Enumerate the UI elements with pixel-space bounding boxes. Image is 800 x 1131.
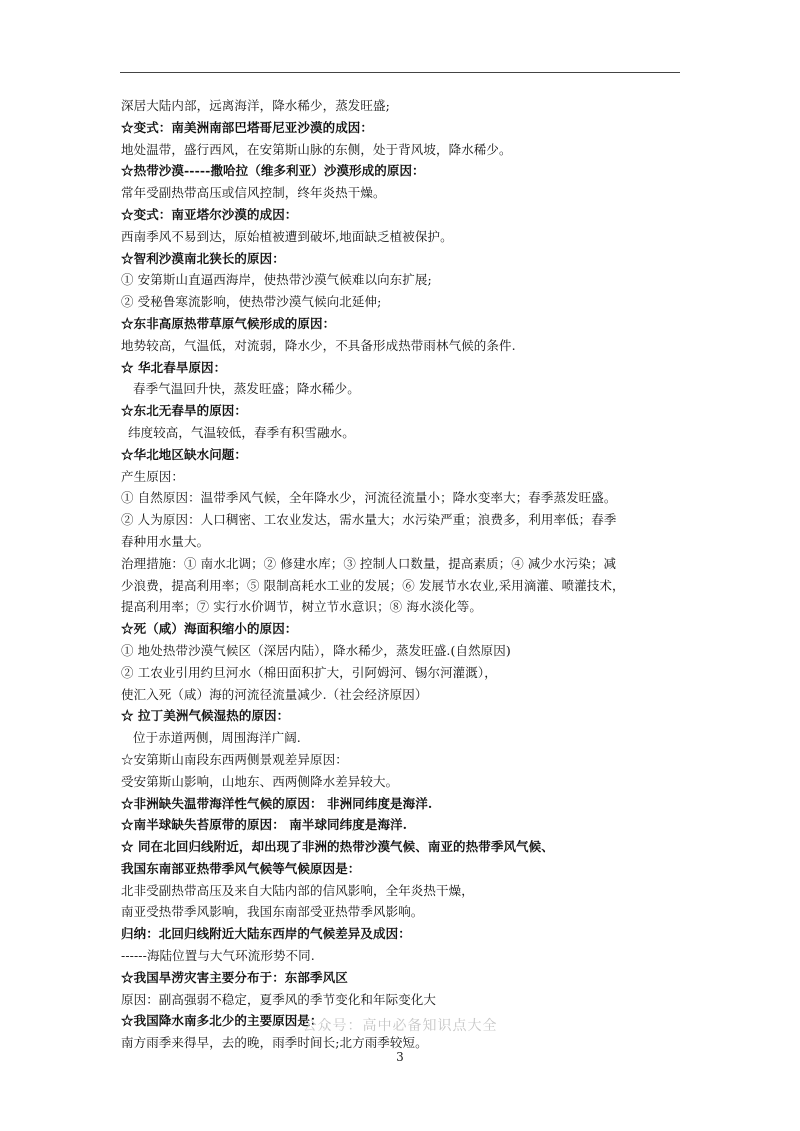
text-line: 春季气温回升快，蒸发旺盛；降水稀少。 xyxy=(133,381,360,397)
section-heading: ☆变式：南美洲南部巴塔哥尼亚沙漠的成因： xyxy=(121,119,374,135)
text-line: ② 工农业引用约旦河水（棉田面积扩大，引阿姆河、锡尔河灌溉）， xyxy=(121,664,497,680)
text-line: 深居大陆内部，远离海洋，降水稀少，蒸发旺盛; xyxy=(121,98,390,113)
text-line: 地势较高，气温低，对流弱，降水少，不具备形成热带雨林气候的条件. xyxy=(121,337,516,353)
section-heading: ☆我国旱涝灾害主要分布于：东部季风区 xyxy=(121,969,348,985)
text-line: 西南季风不易到达，原始植被遭到破坏,地面缺乏植被保护。 xyxy=(121,228,453,244)
text-line: 治理措施：① 南水北调；② 修建水库；③ 控制人口数量，提高素质；④ 减少水污染；减 xyxy=(121,555,617,571)
text-line: ② 受秘鲁寒流影响，使热带沙漠气候向北延伸; xyxy=(121,294,382,310)
text-line: 使汇入死（咸）海的河流径流量减少.（社会经济原因） xyxy=(121,686,428,702)
text-line: ① 安第斯山直逼西海岸，使热带沙漠气候难以向东扩展; xyxy=(121,272,432,288)
text-line: 北非受副热带高压及来自大陆内部的信风影响，全年炎热干燥， xyxy=(121,882,474,898)
page-number: 3 xyxy=(396,1050,404,1064)
text-line: ① 自然原因：温带季风气候，全年降水少，河流径流量小；降水变率大；春季蒸发旺盛。 xyxy=(121,490,617,506)
section-heading: ☆ 拉丁美洲气候湿热的原因： xyxy=(121,708,290,724)
text-line: 位于赤道两侧，周围海洋广阔. xyxy=(133,730,301,746)
section-heading: 归纳：北回归线附近大陆东西岸的气候差异及成因： xyxy=(121,926,411,942)
section-heading: ☆南半球缺失苔原带的原因： 南半球同纬度是海洋. xyxy=(121,817,408,833)
watermark: 公众号：高中必备知识点大全 xyxy=(302,1018,498,1034)
section-heading: ☆非洲缺失温带海洋性气候的原因： 非洲同纬度是海洋. xyxy=(121,795,433,811)
text-line: ☆安第斯山南段东西两侧景观差异原因： xyxy=(121,751,348,767)
document-body xyxy=(121,95,691,1054)
section-heading: ☆东非高原热带草原气候形成的原因： xyxy=(121,315,336,331)
text-line: 纬度较高，气温较低，春季有积雪融水。 xyxy=(128,424,355,440)
text-line: 地处温带，盛行西风，在安第斯山脉的东侧，处于背风坡，降水稀少。 xyxy=(121,141,512,157)
text-line: 南方雨季来得早，去的晚，雨季时间长;北方雨季较短。 xyxy=(121,1035,428,1051)
text-line: ------海陆位置与大气环流形势不同. xyxy=(121,948,315,964)
section-heading: ☆死（咸）海面积缩小的原因： xyxy=(121,621,298,637)
text-line: 少浪费，提高利用率；⑤ 限制高耗水工业的发展；⑥ 发展节水农业,采用滴灌、喷灌技术， xyxy=(121,577,625,593)
section-heading: ☆华北地区缺水问题： xyxy=(121,446,248,462)
section-heading: ☆热带沙漠-----撒哈拉（维多利亚）沙漠形成的原因： xyxy=(121,163,425,179)
section-heading: ☆我国降水南多北少的主要原因是： xyxy=(121,1013,323,1029)
section-heading: ☆ 同在北回归线附近，却出现了非洲的热带沙漠气候、南亚的热带季风气候、 xyxy=(121,839,554,855)
text-line: 受安第斯山影响，山地东、西两侧降水差异较大。 xyxy=(121,773,399,789)
header-rule xyxy=(120,72,680,73)
text-line: ① 地处热带沙漠气候区（深居内陆），降水稀少，蒸发旺盛.(自然原因) xyxy=(121,642,511,658)
text-line: 常年受副热带高压或信风控制，终年炎热干燥。 xyxy=(121,185,386,201)
section-heading: ☆ 华北春旱原因： xyxy=(121,359,227,375)
text-line: ② 人为原因：人口稠密、工农业发达，需水量大；水污染严重；浪费多，利用率低；春季 xyxy=(121,512,617,528)
text-line: 提高利用率；⑦ 实行水价调节，树立节水意识；⑧ 海水淡化等。 xyxy=(121,599,482,615)
section-heading: ☆变式：南亚塔尔沙漠的成因： xyxy=(121,206,298,222)
text-line: 产生原因： xyxy=(121,468,185,484)
text-line: 原因：副高强弱不稳定，夏季风的季节变化和年际变化大 xyxy=(121,991,437,1007)
section-heading: ☆东北无春旱的原因： xyxy=(121,403,248,419)
text-line: 南亚受热带季风影响，我国东南部受亚热带季风影响。 xyxy=(121,904,424,920)
section-heading: ☆智利沙漠南北狭长的原因： xyxy=(121,250,285,266)
section-heading: 我国东南部亚热带季风气候等气候原因是： xyxy=(121,860,361,876)
text-line: 春种用水量大。 xyxy=(121,533,210,549)
